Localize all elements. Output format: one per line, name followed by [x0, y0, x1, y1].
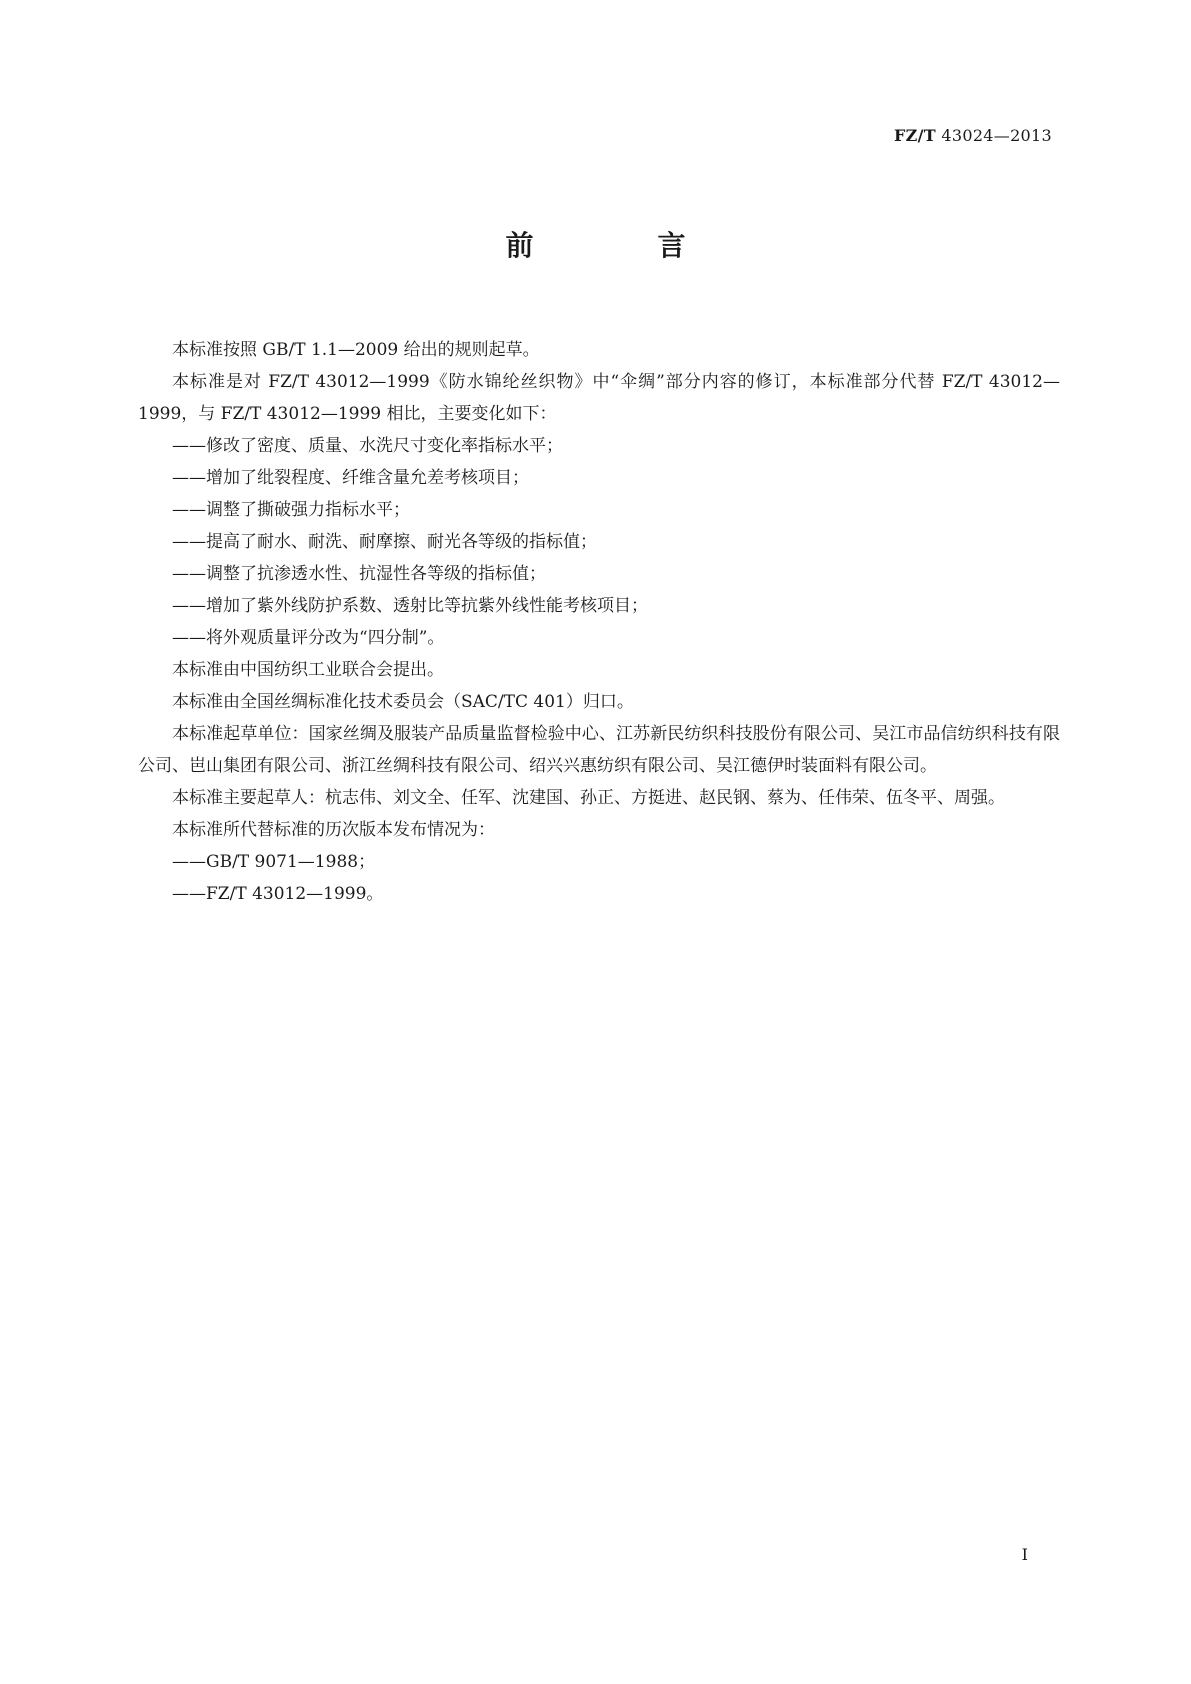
previous-version-item: ——FZ/T 43012—1999。 [172, 884, 384, 904]
change-item-tear-strength: ——调整了撕破强力指标水平； [172, 500, 410, 520]
standard-prefix: FZ/T [893, 126, 936, 145]
paragraph-revision-note: 本标准是对 FZ/T 43012—1999《防水锦纶丝织物》中“伞绸”部分内容的修订，本标准部分代替 FZ/T 43012—1999，与 FZ/T 43012—1999 相比，主要变化如下： [138, 372, 1060, 424]
paragraph-proposer: 本标准由中国纺织工业联合会提出。 [172, 660, 444, 680]
page-number: I [1021, 1545, 1028, 1564]
paragraph-drafters: 本标准主要起草人：杭志伟、刘文全、任军、沈建国、孙正、方挺进、赵民钢、蔡为、任伟荣、伍冬平、周强。 [172, 788, 1005, 808]
foreword-body [138, 334, 1060, 910]
change-item-water-resistance: ——调整了抗渗透水性、抗湿性各等级的指标值； [172, 564, 546, 584]
previous-version-item: ——GB/T 9071—1988； [172, 852, 376, 872]
standard-number: 43024—2013 [941, 126, 1052, 145]
paragraph-committee: 本标准由全国丝绸标准化技术委员会（SAC/TC 401）归口。 [172, 692, 634, 712]
change-item-slippage: ——增加了纰裂程度、纤维含量允差考核项目； [172, 468, 529, 488]
page-title: 前 言 [505, 229, 734, 262]
change-item-fastness: ——提高了耐水、耐洗、耐摩擦、耐光各等级的指标值； [172, 532, 597, 552]
paragraph-drafting-rules: 本标准按照 GB/T 1.1—2009 给出的规则起草。 [172, 340, 540, 360]
paragraph-previous-versions: 本标准所代替标准的历次版本发布情况为： [172, 820, 495, 840]
change-item-density: ——修改了密度、质量、水洗尺寸变化率指标水平； [172, 436, 563, 456]
change-item-uv-protection: ——增加了紫外线防护系数、透射比等抗紫外线性能考核项目； [172, 596, 648, 616]
paragraph-drafting-units: 本标准起草单位：国家丝绸及服装产品质量监督检验中心、江苏新民纺织科技股份有限公司、吴江市品信纺织科技有限公司、岜山集团有限公司、浙江丝绸科技有限公司、绍兴兴惠纺织有限公司、吴江德伊时装面料有限公司。 [138, 724, 1060, 776]
standard-code [894, 126, 1052, 145]
change-item-appearance-grading: ——将外观质量评分改为“四分制”。 [172, 628, 445, 648]
